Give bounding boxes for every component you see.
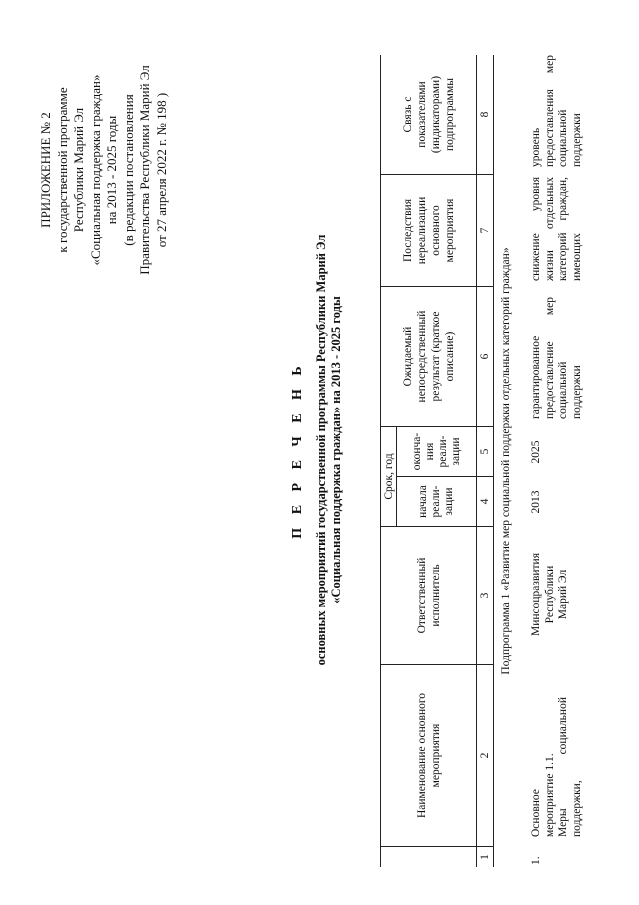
header-cell-consequences: Последствия нереализации основного мероприятия [381, 175, 476, 287]
header-cell-link: Связь с показателями (индикаторами) подпрограммы [381, 55, 476, 175]
appendix-block [38, 40, 170, 300]
row-result-cell [530, 297, 584, 419]
row-consequences-line: имеющих [570, 233, 583, 281]
row-result-line: социальной [557, 361, 569, 419]
measures-table [380, 55, 583, 867]
column-number: 7 [477, 175, 493, 287]
appendix-line: Республики Марий Эл [71, 107, 86, 233]
row-name-line: поддержки, [570, 780, 583, 837]
row-end-year: 2025 [530, 440, 542, 464]
row-consequences-line: снижение уровня [530, 177, 542, 281]
column-number: 1 [479, 854, 491, 860]
row-link-line: поддержки [570, 113, 583, 167]
header-cell-num [381, 847, 476, 867]
row-result-line: предоставление мер [543, 297, 556, 419]
appendix-line: от 27 апреля 2022 г. № 198 ) [153, 92, 169, 248]
appendix-line: «Социальная поддержка граждан» [87, 74, 103, 266]
row-link-cell [530, 55, 584, 167]
row-name-line: мероприятие 1.1. [543, 753, 556, 837]
column-number: 3 [477, 527, 493, 665]
column-number: 2 [477, 665, 493, 847]
title-heading: П Е Р Е Ч Е Н Ь [290, 361, 305, 539]
row-link-line: социальной [557, 109, 569, 167]
table-header [380, 55, 477, 867]
header-cell-result: Ожидаемый непосредственный результат (краткое описание) [381, 287, 476, 427]
document-title [290, 145, 344, 755]
column-number: 8 [477, 55, 493, 175]
column-number-row [477, 55, 494, 867]
row-link-line: предоставления мер [543, 55, 556, 167]
appendix-line: (в редакции постановления [120, 94, 136, 246]
header-cell-start: начала реали-зации [397, 477, 476, 527]
row-name-line: Основное [530, 789, 542, 837]
row-name-cell [530, 697, 584, 837]
row-consequences-line: категорий граждан, [557, 177, 569, 281]
row-start-year: 2013 [530, 490, 542, 514]
row-consequences-cell [530, 177, 584, 281]
row-consequences-line: жизни отдельных [543, 177, 556, 281]
row-result-line: поддержки [570, 365, 583, 419]
row-result-line: гарантированное [530, 335, 542, 419]
subprogram-heading: Подпрограмма 1 «Развитие мер социальной поддержки отдельных категорий граждан» [500, 247, 512, 675]
header-cell-end: оконча-ния реали-зации [397, 427, 476, 477]
column-number: 5 [477, 427, 493, 477]
title-line-2: «Социальная поддержка граждан» на 2013 - 2025 годы [329, 296, 343, 604]
row-executor-line: Минсоцразвития [530, 553, 542, 636]
row-executor-cell [530, 532, 571, 657]
appendix-line: ПРИЛОЖЕНИЕ № 2 [38, 112, 53, 228]
row-executor-line: Республики [543, 565, 556, 624]
appendix-line: на 2013 - 2025 годы [104, 115, 119, 225]
row-number: 1. [530, 856, 542, 865]
header-cell-term: Срок, год [381, 427, 397, 527]
header-cell-executor: Ответственный исполнитель [381, 527, 476, 665]
header-cell-name: Наименование основного мероприятия [381, 665, 476, 847]
appendix-line: Правительства Республики Марий Эл [137, 65, 152, 275]
column-number: 4 [477, 477, 493, 527]
row-link-line: уровень [530, 127, 542, 167]
title-line-1: основных мероприятий государственной программы Республики Марий Эл [314, 234, 328, 666]
row-name-line: Меры социальной [557, 697, 569, 837]
column-number: 6 [477, 287, 493, 427]
row-executor-line: Марий Эл [557, 569, 569, 620]
appendix-line: к государственной программе [54, 87, 70, 253]
